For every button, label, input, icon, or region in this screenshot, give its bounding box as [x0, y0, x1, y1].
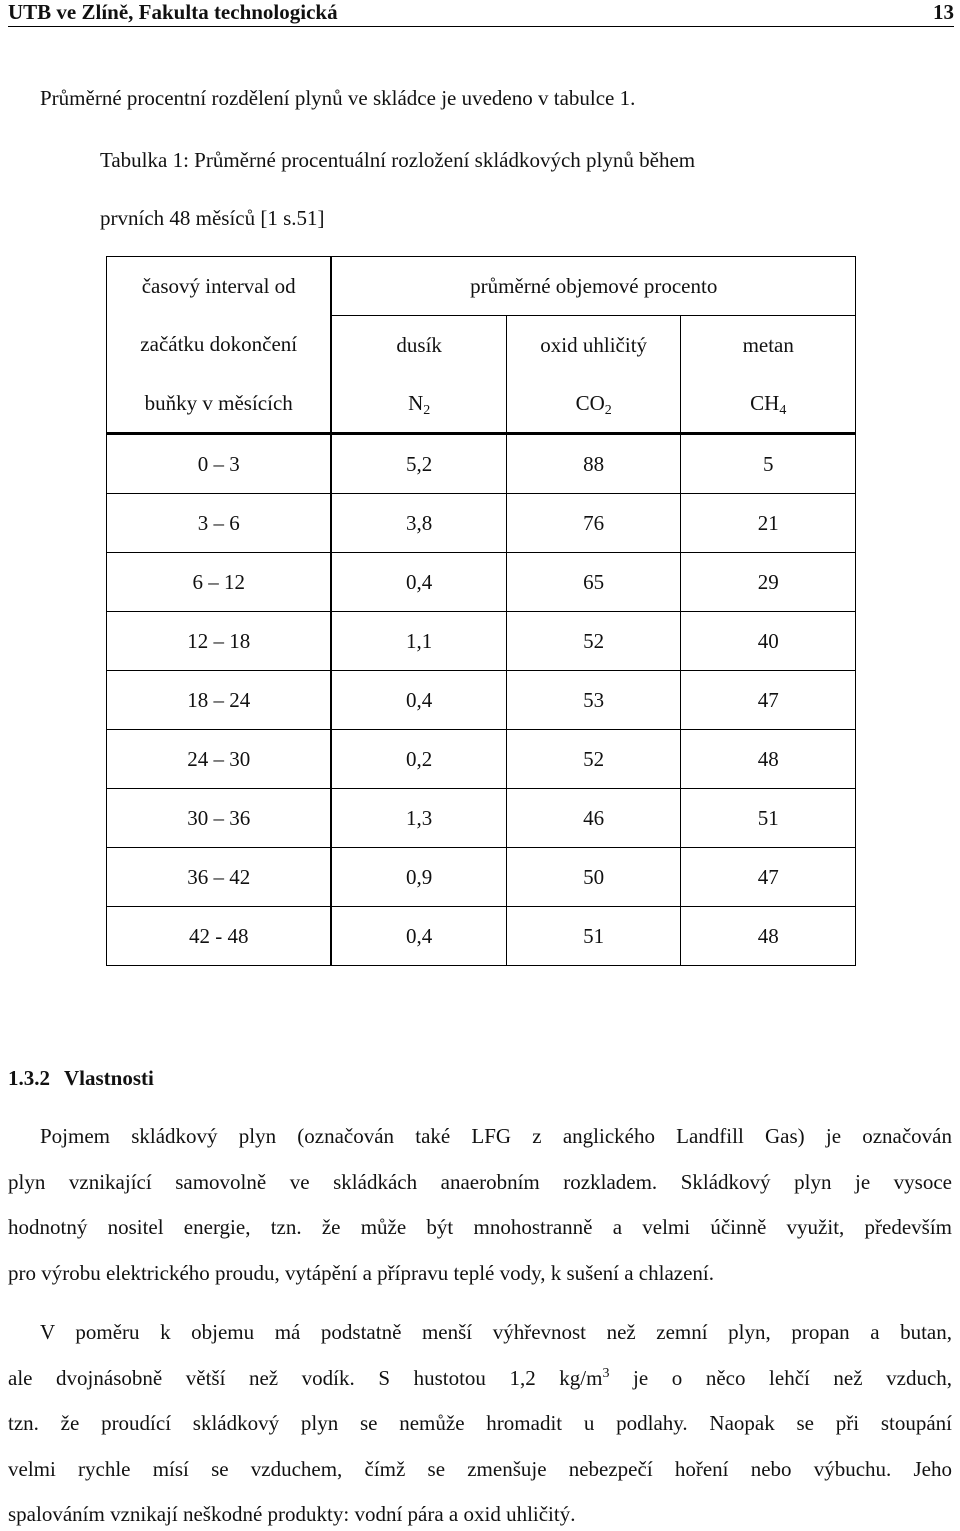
interval-cell: 18 – 24 — [107, 671, 332, 730]
ch4-cell: 40 — [681, 612, 856, 671]
table-row — [107, 494, 856, 553]
section-heading — [8, 1066, 154, 1091]
interval-cell: 0 – 3 — [107, 434, 332, 494]
interval-cell: 3 – 6 — [107, 494, 332, 553]
header-title: UTB ve Zlíně, Fakulta technologická — [8, 0, 338, 24]
co2-cell: 46 — [506, 789, 681, 848]
col-header-formula-co2: $CO_2$ — [506, 374, 681, 434]
intro-paragraph: Průměrné procentní rozdělení plynů ve skládce je uvedeno v tabulce 1. — [40, 86, 636, 110]
n2-cell: 0,4 — [331, 553, 506, 612]
ch4-cell: 48 — [681, 907, 856, 966]
n2-cell: 0,4 — [331, 907, 506, 966]
col-header-name-co2: oxid uhličitý — [506, 316, 681, 375]
interval-cell: 24 – 30 — [107, 730, 332, 789]
col-header-name-ch4: metan — [681, 316, 856, 375]
para1-line2: plyn vznikající samovolně ve skládkách anaerobním rozkladem. Skládkový plyn je vysoce — [8, 1170, 952, 1194]
interval-cell: 6 – 12 — [107, 553, 332, 612]
first-col-header-line3: buňky v měsících — [107, 374, 332, 434]
co2-cell: 88 — [506, 434, 681, 494]
table-row — [107, 612, 856, 671]
table-row — [107, 730, 856, 789]
ch4-cell: 47 — [681, 671, 856, 730]
para2-line5: spalováním vznikají neškodné produkty: vodní pára a oxid uhličitý. — [8, 1502, 576, 1526]
para1-line3: hodnotný nositel energie, tzn. že může být mnohostranně a velmi účinně využit, především — [8, 1215, 952, 1239]
ch4-cell: 48 — [681, 730, 856, 789]
n2-cell: 1,3 — [331, 789, 506, 848]
table-row — [107, 789, 856, 848]
section-title: Vlastnosti — [64, 1066, 154, 1090]
table-row — [107, 434, 856, 494]
co2-cell: 51 — [506, 907, 681, 966]
section-number: 1.3.2 — [8, 1066, 50, 1090]
co2-cell: 50 — [506, 848, 681, 907]
col-header-formula-ch4: $CH_4$ — [681, 374, 856, 434]
para2-line4: velmi rychle mísí se vzduchem, čímž se zmenšuje nebezpečí hoření nebo výbuchu. Jeho — [8, 1457, 952, 1481]
para1-line1: Pojmem skládkový plyn (označován také LFG z anglického Landfill Gas) je označován — [40, 1124, 952, 1148]
co2-cell: 52 — [506, 730, 681, 789]
n2-cell: 0,9 — [331, 848, 506, 907]
para2-line1: V poměru k objemu má podstatně menší výhřevnost než zemní plyn, propan a butan, — [40, 1320, 952, 1344]
ch4-cell: 5 — [681, 434, 856, 494]
para1-line4: pro výrobu elektrického proudu, vytápění a přípravu teplé vody, k sušení a chlazení. — [8, 1261, 715, 1285]
table-row — [107, 671, 856, 730]
table-row — [107, 907, 856, 966]
first-col-header-line2: začátku dokončení — [107, 316, 332, 375]
interval-cell: 12 – 18 — [107, 612, 332, 671]
table-row — [107, 848, 856, 907]
col-header-name-n2: dusík — [331, 316, 506, 375]
ch4-cell: 51 — [681, 789, 856, 848]
n2-cell: 0,2 — [331, 730, 506, 789]
ch4-cell: 21 — [681, 494, 856, 553]
n2-cell: 5,2 — [331, 434, 506, 494]
co2-cell: 65 — [506, 553, 681, 612]
table-caption-line1: Tabulka 1: Průměrné procentuální rozložení skládkových plynů během — [100, 148, 696, 172]
n2-cell: 0,4 — [331, 671, 506, 730]
table-row — [107, 553, 856, 612]
co2-cell: 76 — [506, 494, 681, 553]
group-header: průměrné objemové procento — [331, 257, 855, 316]
page-header — [8, 0, 954, 27]
n2-cell: 3,8 — [331, 494, 506, 553]
page-number: 13 — [933, 0, 954, 24]
first-col-header-line1: časový interval od — [107, 257, 332, 316]
interval-cell: 30 – 36 — [107, 789, 332, 848]
co2-cell: 52 — [506, 612, 681, 671]
para2-line2: ale dvojnásobně větší než vodík. S hustotou 1,2 $kg/m^3$ je o něco lehčí než vzduch, — [8, 1366, 953, 1390]
co2-cell: 53 — [506, 671, 681, 730]
n2-cell: 1,1 — [331, 612, 506, 671]
col-header-formula-n2: $N_2$ — [331, 374, 506, 434]
interval-cell: 36 – 42 — [107, 848, 332, 907]
interval-cell: 42 - 48 — [107, 907, 332, 966]
gas-composition-table — [106, 256, 856, 966]
table-caption-line2: prvních 48 měsíců [1 s.51] — [100, 206, 325, 230]
para2-line3: tzn. že proudící skládkový plyn se nemůže hromadit u podlahy. Naopak se při stoupání — [8, 1411, 952, 1435]
ch4-cell: 47 — [681, 848, 856, 907]
ch4-cell: 29 — [681, 553, 856, 612]
